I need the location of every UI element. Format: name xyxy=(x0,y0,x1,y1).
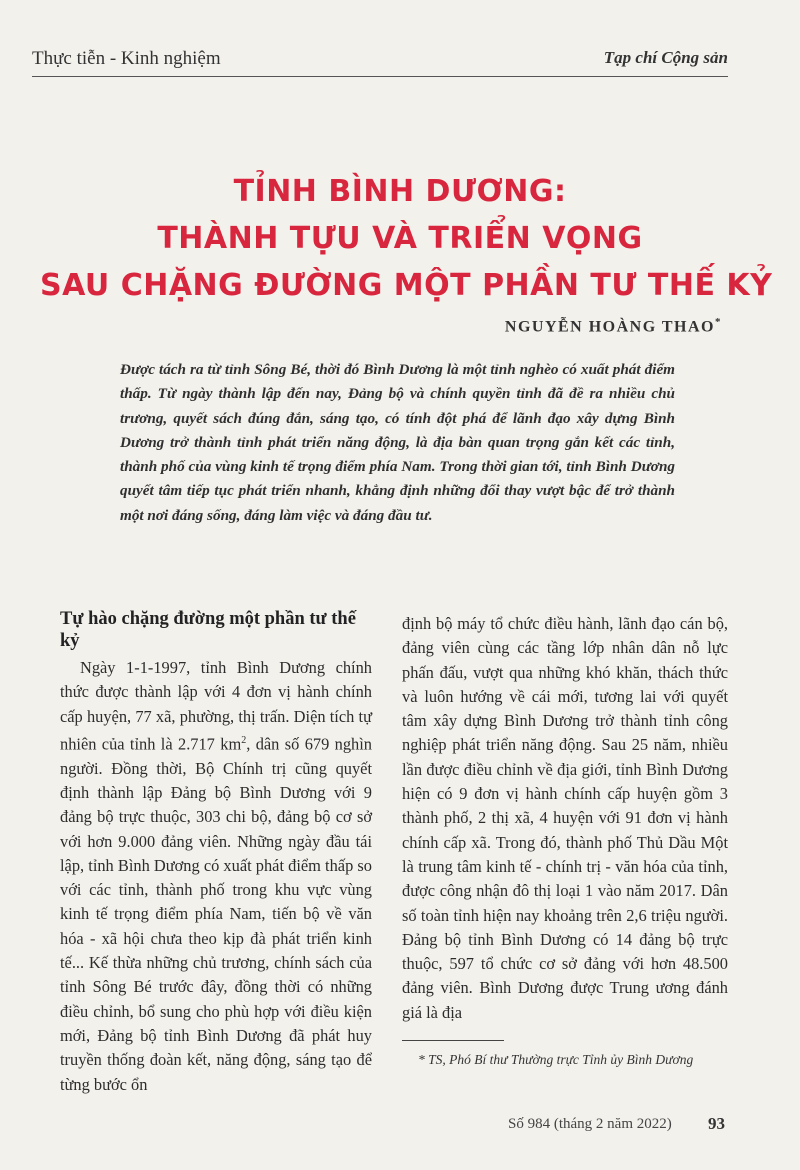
section-heading: Tự hào chặng đường một phần tư thế kỷ xyxy=(60,609,356,651)
header-divider xyxy=(32,76,728,77)
author-name: NGUYỄN HOÀNG THAO xyxy=(504,318,715,336)
section-label: Thực tiễn - Kinh nghiệm xyxy=(32,48,221,69)
body-column-right xyxy=(402,612,728,1025)
body-column-left xyxy=(60,608,372,1097)
body-paragraph xyxy=(60,656,372,1097)
title-line-2: THÀNH TỰU VÀ TRIỂN VỌNG xyxy=(157,221,643,256)
body-text-part-2: , dân số 679 nghìn người. Đồng thời, Bộ Chính trị cũng quyết định thành lập Đảng bộ Bình Dương với 9 đảng bộ trực thuộc, 303 chi bộ, đảng bộ cơ sở với hơn 9.000 đảng viên. Những ngày đầu tái lập, tỉnh Bình Dương có xuất phát điểm thấp so với các tỉnh, thành phố trong khu vực vùng kinh tế trọng điểm phía Nam, tiến bộ về văn hóa - xã hội chưa theo kịp đà phát triển kinh tế... Kế thừa những chủ trương, chính sách của tỉnh Sông Bé trước đây, đồng thời có những điều chỉnh, bổ sung cho phù hợp với điều kiện mới, Đảng bộ tỉnh Bình Dương đã phát huy truyền thống đoàn kết, năng động, sáng tạo để từng bước ổn xyxy=(60,734,372,1094)
footnote-divider xyxy=(402,1040,504,1041)
article-abstract: Được tách ra từ tỉnh Sông Bé, thời đó Bình Dương là một tỉnh nghèo có xuất phát điểm thấp. Từ ngày thành lập đến nay, Đảng bộ và chính quyền tỉnh đã đề ra nhiều chủ trương, quyết sách đúng đắn, sáng tạo, có tính đột phá để lãnh đạo xây dựng Bình Dương trở thành tỉnh phát triển năng động, là địa bàn quan trọng gắn kết các tỉnh, thành phố của vùng kinh tế trọng điểm phía Nam. Trong thời gian tới, tỉnh Bình Dương quyết tâm tiếp tục phát triển nhanh, khẳng định những đổi thay vượt bậc để trở thành một nơi đáng sống, đáng làm việc và đáng đầu tư. xyxy=(120,361,675,524)
issue-info: Số 984 (tháng 2 năm 2022) xyxy=(508,1116,672,1132)
article-title xyxy=(40,168,773,309)
author-footnote-mark: * xyxy=(715,316,722,328)
magazine-name: Tạp chí Cộng sản xyxy=(603,48,728,67)
body-paragraph-continued: định bộ máy tổ chức điều hành, lãnh đạo cán bộ, đảng viên cùng các tầng lớp nhân dân nỗ lực phấn đấu, vượt qua những khó khăn, thách thức và luôn hướng về cái mới, tương lai với quyết tâm xây dựng Bình Dương trở thành tỉnh công nghiệp phát triển năng động. Sau 25 năm, nhiều lần được điều chỉnh về địa giới, tỉnh Bình Dương hiện có 9 đơn vị hành chính cấp huyện gồm 3 thành phố, 2 thị xã, 4 huyện với 91 đơn vị hành chính cấp xã. Trong đó, thành phố Thủ Dầu Một là trung tâm kinh tế - chính trị - văn hóa của tỉnh, được công nhận đô thị loại 1 vào năm 2017. Dân số toàn tỉnh hiện nay khoảng trên 2,6 triệu người. Đảng bộ tỉnh Bình Dương có 14 đảng bộ trực thuộc, 597 tổ chức cơ sở đảng với hơn 48.500 đảng viên. Bình Dương được Trung ương đánh giá là địa xyxy=(402,614,728,1022)
title-line-3: SAU CHẶNG ĐƯỜNG MỘT PHẦN TƯ THẾ KỶ xyxy=(40,268,773,303)
author-footnote: * TS, Phó Bí thư Thường trực Tỉnh ủy Bình Dương xyxy=(418,1052,694,1067)
area-unit-superscript: 2 xyxy=(241,734,247,746)
page-number: 93 xyxy=(708,1114,725,1133)
title-line-1: TỈNH BÌNH DƯƠNG: xyxy=(233,174,567,209)
body-text-part-1: Ngày 1-1-1997, tỉnh Bình Dương chính thức được thành lập với 4 đơn vị hành chính cấp huyện, 77 xã, phường, thị trấn. Diện tích tự nhiên của tỉnh là 2.717 km xyxy=(60,658,372,754)
author-byline xyxy=(505,316,722,336)
